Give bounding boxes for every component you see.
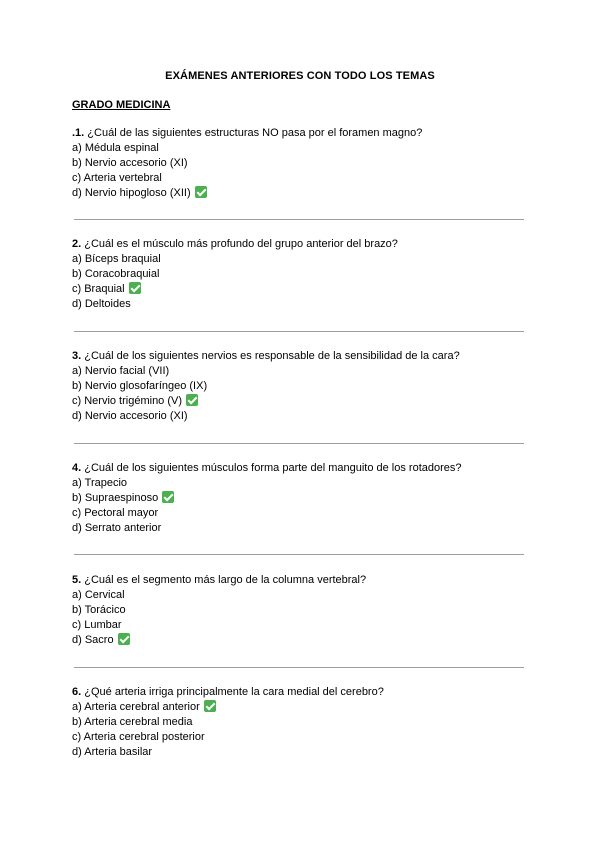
correct-check-icon xyxy=(162,491,174,503)
option-a: a) Nervio facial (VII) xyxy=(72,365,170,377)
option-c xyxy=(72,282,528,297)
option-c: c) Lumbar xyxy=(72,619,122,631)
question-number: 5. xyxy=(72,574,82,586)
option-b xyxy=(72,491,528,506)
question-3 xyxy=(72,349,528,424)
question-text: ¿Cuál de las siguientes estructuras NO pasa por el foramen magno? xyxy=(87,127,423,139)
divider xyxy=(74,219,524,220)
question-4 xyxy=(72,461,528,536)
option-a xyxy=(72,700,528,715)
correct-check-icon xyxy=(204,700,216,712)
question-text: ¿Cuál es el músculo más profundo del grupo anterior del brazo? xyxy=(84,238,398,250)
question-number: 4. xyxy=(72,462,82,474)
option-d: d) Arteria basilar xyxy=(72,746,153,758)
question-text: ¿Qué arteria irriga principalmente la cara medial del cerebro? xyxy=(84,686,384,698)
question-text: ¿Cuál de los siguientes nervios es responsable de la sensibilidad de la cara? xyxy=(84,350,460,362)
question-number: 2. xyxy=(72,238,82,250)
question-stem xyxy=(72,237,528,252)
divider xyxy=(74,443,524,444)
option-c: c) Pectoral mayor xyxy=(72,507,159,519)
divider xyxy=(74,331,524,332)
option-b: b) Torácico xyxy=(72,604,126,616)
option-a: a) Cervical xyxy=(72,589,125,601)
option-c-text: c) Braquial xyxy=(72,283,125,295)
question-text: ¿Cuál de los siguientes músculos forma parte del manguito de los rotadores? xyxy=(84,462,462,474)
question-stem xyxy=(72,126,528,141)
option-b: b) Nervio accesorio (XI) xyxy=(72,157,188,169)
question-stem xyxy=(72,461,528,476)
option-c-text: c) Nervio trigémino (V) xyxy=(72,395,183,407)
question-number: 6. xyxy=(72,686,82,698)
correct-check-icon xyxy=(129,282,141,294)
option-a: a) Médula espinal xyxy=(72,142,159,154)
correct-check-icon xyxy=(118,633,130,645)
option-d-text: d) Nervio hipogloso (XII) xyxy=(72,187,191,199)
option-c xyxy=(72,394,528,409)
option-d: d) Serrato anterior xyxy=(72,522,162,534)
correct-check-icon xyxy=(195,186,207,198)
option-d xyxy=(72,186,528,201)
option-d: d) Nervio accesorio (XI) xyxy=(72,410,188,422)
divider xyxy=(74,667,524,668)
question-2 xyxy=(72,237,528,312)
option-d-text: d) Sacro xyxy=(72,634,114,646)
document-subtitle: GRADO MEDICINA xyxy=(72,99,171,111)
option-b-text: b) Supraespinoso xyxy=(72,492,159,504)
question-stem xyxy=(72,685,528,700)
option-b: b) Coracobraquial xyxy=(72,268,160,280)
option-d: d) Deltoides xyxy=(72,298,131,310)
option-a-text: a) Arteria cerebral anterior xyxy=(72,701,200,713)
question-text: ¿Cuál es el segmento más largo de la columna vertebral? xyxy=(84,574,367,586)
question-6 xyxy=(72,685,528,760)
question-stem xyxy=(72,573,528,588)
question-stem xyxy=(72,349,528,364)
option-d xyxy=(72,633,528,648)
question-1 xyxy=(72,126,528,201)
option-b: b) Nervio glosofaríngeo (IX) xyxy=(72,380,208,392)
correct-check-icon xyxy=(186,394,198,406)
option-c: c) Arteria cerebral posterior xyxy=(72,731,205,743)
document-title: EXÁMENES ANTERIORES CON TODO LOS TEMAS xyxy=(165,70,435,82)
question-number: 3. xyxy=(72,350,82,362)
question-number: .1. xyxy=(72,127,85,139)
question-5 xyxy=(72,573,528,648)
divider xyxy=(74,554,524,555)
option-a: a) Trapecio xyxy=(72,477,128,489)
option-c: c) Arteria vertebral xyxy=(72,172,162,184)
option-a: a) Bíceps braquial xyxy=(72,253,161,265)
option-b: b) Arteria cerebral media xyxy=(72,716,193,728)
